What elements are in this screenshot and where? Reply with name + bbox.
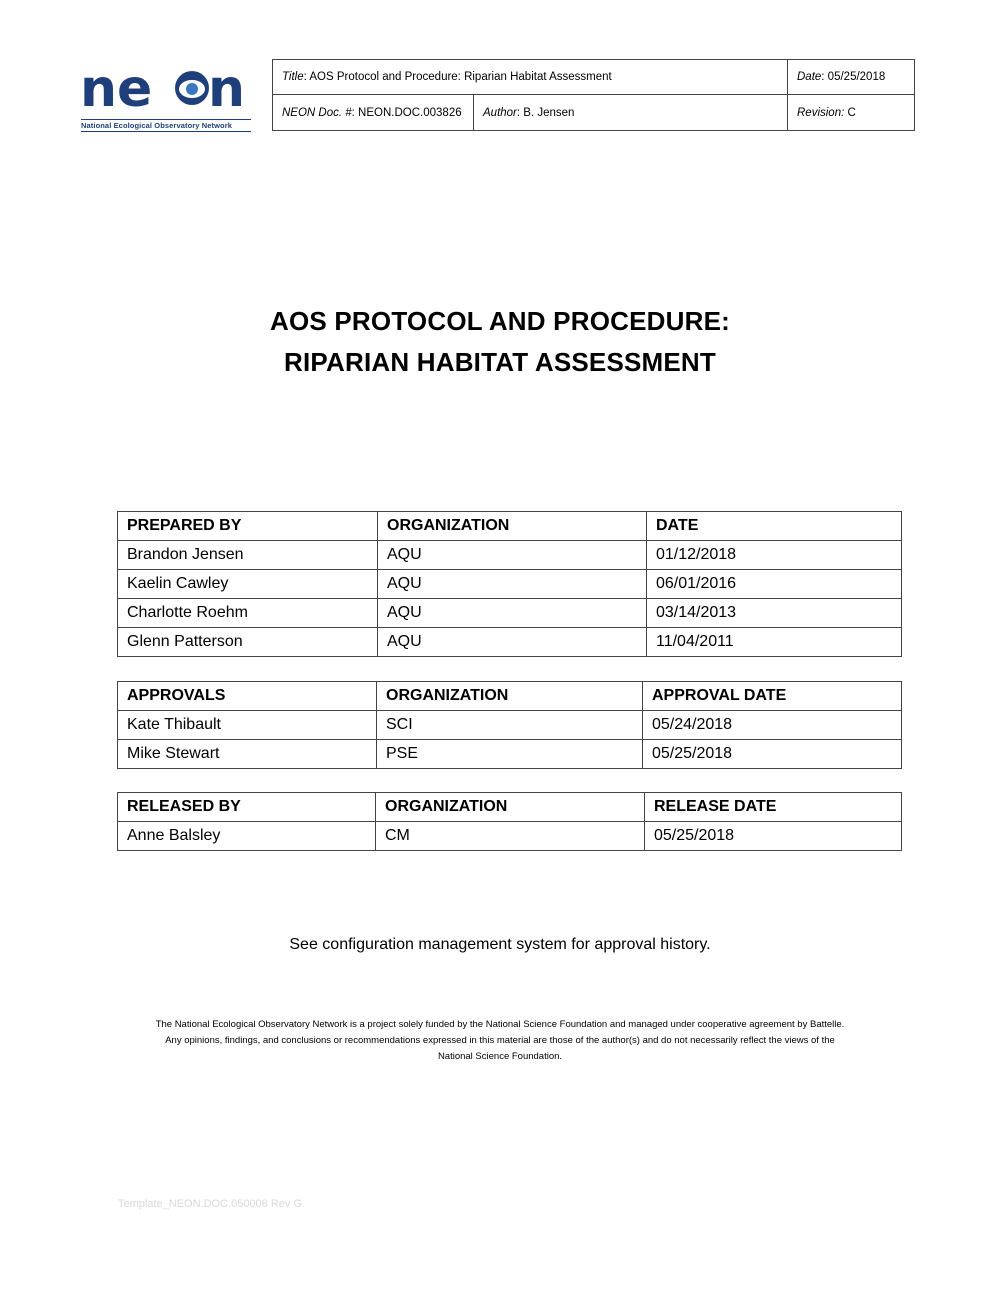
release-date: 05/25/2018 [645,822,902,851]
preparer-organization: AQU [378,541,647,570]
table-header-row [118,682,902,711]
prepared-by-table [117,511,902,657]
funding-disclaimer [100,1017,900,1065]
column-header: APPROVAL DATE [643,682,902,711]
approval-date: 05/25/2018 [643,740,902,769]
logo-tagline: National Ecological Observatory Network [81,119,251,132]
preparer-name: Glenn Patterson [118,628,378,657]
released-by-table [117,792,902,851]
preparer-name: Kaelin Cawley [118,570,378,599]
column-header: ORGANIZATION [376,793,645,822]
document-header-table [272,59,915,131]
neon-logo [80,62,252,134]
table-row [118,570,902,599]
neon-logo-icon [80,62,252,114]
column-header: RELEASE DATE [645,793,902,822]
approver-organization: PSE [377,740,643,769]
approvals-table [117,681,902,769]
preparer-organization: AQU [378,628,647,657]
header-author-cell: Author: B. Jensen [474,95,788,131]
column-header: ORGANIZATION [377,682,643,711]
header-revision-cell: Revision: C [788,95,915,131]
table-row [118,711,902,740]
preparer-organization: AQU [378,599,647,628]
header-doc-number-cell: NEON Doc. #: NEON.DOC.003826 [273,95,474,131]
svg-text:n: n [208,62,246,114]
approval-date: 05/24/2018 [643,711,902,740]
approver-name: Kate Thibault [118,711,377,740]
approver-organization: SCI [377,711,643,740]
preparer-date: 01/12/2018 [647,541,902,570]
table-row [118,541,902,570]
column-header: APPROVALS [118,682,377,711]
table-header-row [118,512,902,541]
disclaimer-line: Any opinions, findings, and conclusions or recommendations expressed in this material are those of the author(s) and do not necessarily reflect the views of the [165,1035,835,1046]
document-title-line-1: AOS PROTOCOL AND PROCEDURE: [270,306,730,336]
header-date-cell: Date: 05/25/2018 [788,60,915,95]
table-row [118,740,902,769]
preparer-date: 06/01/2016 [647,570,902,599]
document-title-line-2: RIPARIAN HABITAT ASSESSMENT [283,347,716,377]
approval-history-note: See configuration management system for approval history. [289,936,711,953]
table-row [118,628,902,657]
preparer-organization: AQU [378,570,647,599]
table-row [118,822,902,851]
column-header: RELEASED BY [118,793,376,822]
preparer-date: 11/04/2011 [647,628,902,657]
preparer-name: Brandon Jensen [118,541,378,570]
releaser-organization: CM [376,822,645,851]
disclaimer-line: The National Ecological Observatory Network is a project solely funded by the National Science Foundation and managed under cooperative agreement by Battelle. [155,1019,845,1030]
preparer-name: Charlotte Roehm [118,599,378,628]
disclaimer-line: National Science Foundation. [437,1051,563,1062]
table-header-row [118,793,902,822]
logo-word-n1: ne [80,62,153,114]
releaser-name: Anne Balsley [118,822,376,851]
column-header: PREPARED BY [118,512,378,541]
column-header: DATE [647,512,902,541]
table-row [118,599,902,628]
column-header: ORGANIZATION [378,512,647,541]
header-title-cell: Title: AOS Protocol and Procedure: Riparian Habitat Assessment [273,60,788,95]
approver-name: Mike Stewart [118,740,377,769]
preparer-date: 03/14/2013 [647,599,902,628]
template-id: Template_NEON.DOC.050006 Rev G [118,1198,303,1210]
